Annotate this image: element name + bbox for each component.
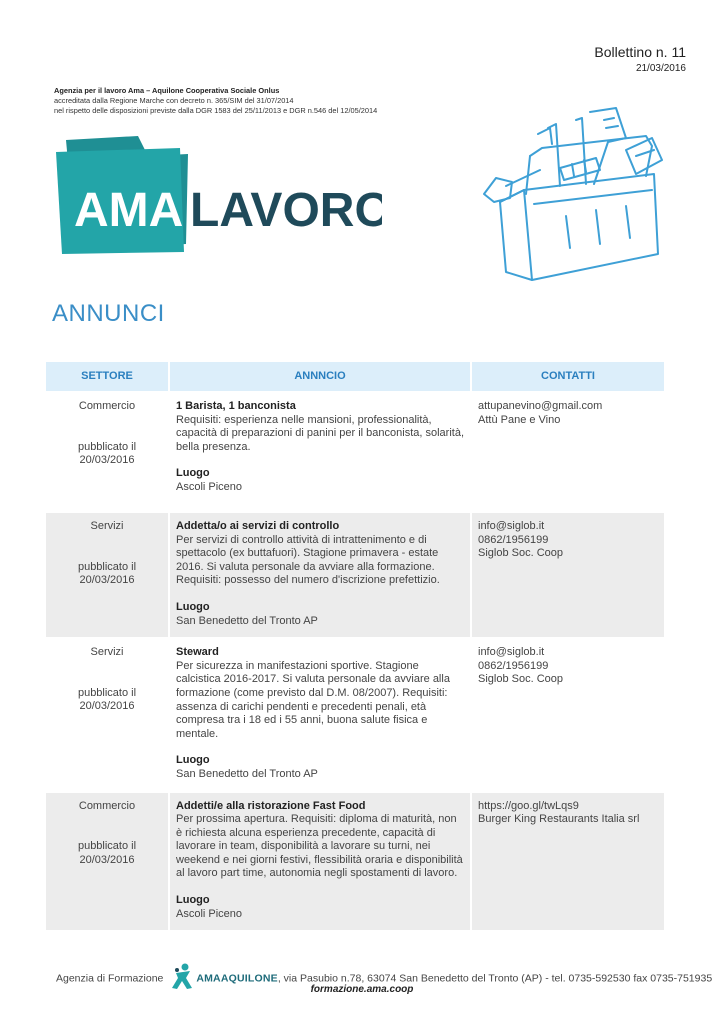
location-label: Luogo [176, 894, 210, 907]
published-date: pubblicato il 20/03/2016 [77, 440, 137, 467]
bulletin-number: Bollettino n. 11 [594, 44, 686, 60]
table-row [46, 513, 664, 637]
contacts-cell [472, 513, 664, 637]
ad-description: Per servizi di controllo attività di intrattenimento e di spettacolo (ex buttafuori). Stagione primavera - estate 2016. Si valuta personale da avviare alla formazione. Requisiti: possesso del numero d'iscrizione prefettizio. [176, 533, 440, 587]
location-value: San Benedetto del Tronto AP [176, 614, 318, 627]
agency-info [54, 86, 377, 116]
sector-name: Servizi [90, 520, 124, 532]
sector-cell [46, 513, 168, 637]
location-label: Luogo [176, 467, 210, 480]
table-row [46, 393, 664, 511]
contacts-cell [472, 793, 664, 931]
sector-cell [46, 793, 168, 931]
contact-email[interactable]: info@siglob.it [478, 520, 545, 532]
job-listings-table [44, 360, 666, 932]
agency-name: Agenzia per il lavoro Ama – Aquilone Cooperativa Sociale Onlus [54, 86, 280, 95]
location-label: Luogo [176, 754, 210, 767]
ad-cell [170, 639, 470, 790]
contact-company: Siglob Soc. Coop [478, 673, 563, 686]
contact-company: Attù Pane e Vino [478, 413, 561, 426]
sector-cell [46, 639, 168, 790]
footer-website[interactable]: formazione.ama.coop [310, 984, 414, 995]
location-value: Ascoli Piceno [176, 480, 243, 493]
toolbox-illustration [476, 98, 676, 293]
ad-title: 1 Barista, 1 banconista [176, 400, 296, 412]
contact-company: Siglob Soc. Coop [478, 547, 563, 560]
table-row [46, 639, 664, 790]
agency-regulation: nel rispetto delle disposizioni previste dalla DGR 1583 del 25/11/2013 e DGR n.546 del 12/05/2014 [54, 106, 378, 115]
ad-description: Per sicurezza in manifestazioni sportive. Stagione calcistica 2016-2017. Si valuta personale da avviare alla formazione (come previsto dal D.M. 08/2007). Requisiti: assenza di carichi pendenti e precedenti penali, età compresa tra i 18 ed i 55 anni, buona salute fisica e mentale. [176, 659, 450, 740]
published-date: pubblicato il 20/03/2016 [77, 686, 137, 713]
published-date: pubblicato il 20/03/2016 [77, 560, 137, 587]
logo-word-lavoro: LAVORO [190, 184, 382, 237]
ad-title: Addetti/e alla ristorazione Fast Food [176, 799, 366, 812]
bulletin-header [594, 44, 686, 74]
table-row [46, 793, 664, 931]
ad-cell [170, 793, 470, 931]
ad-description: Per prossima apertura. Requisiti: diploma di maturità, non è richiesta alcuna esperienza precedente, capacità di lavorare in team, disponibilità a lavorare su turni, nei weekend e nei giorni festivi, flessibilità oraria e disponibilità al lavoro part time, autonomia negli spostamenti di lavoro. [176, 813, 463, 880]
bulletin-date: 21/03/2016 [635, 63, 686, 74]
contact-phone: 0862/1956199 [478, 533, 549, 546]
contact-phone: 0862/1956199 [478, 659, 549, 672]
ad-description: Requisiti: esperienza nelle mansioni, professionalità, capacità di preparazioni di panini per il banconista, solarità, bella presenza. [176, 413, 465, 453]
footer-prefix: Agenzia di Formazione [56, 972, 164, 985]
published-date: pubblicato il 20/03/2016 [77, 840, 137, 866]
section-title: ANNUNCI [52, 300, 165, 327]
contact-link[interactable]: https://goo.gl/twLqs9 [478, 799, 579, 812]
contact-email[interactable]: attupanevino@gmail.com [478, 400, 603, 412]
table-header-row [46, 362, 664, 391]
sector-name: Servizi [90, 646, 124, 659]
contacts-cell [472, 393, 664, 511]
logo-word-ama: AMA [74, 184, 184, 237]
ad-title: Addetta/o ai servizi di controllo [176, 520, 340, 532]
ad-cell [170, 393, 470, 511]
header-ad: ANNNCIO [170, 362, 470, 391]
ama-lavoro-logo [52, 134, 382, 261]
ad-title: Steward [176, 646, 219, 659]
contacts-cell [472, 639, 664, 790]
footer-brand: AMAAQUILONE [196, 972, 278, 985]
location-label: Luogo [176, 600, 210, 613]
location-value: Ascoli Piceno [176, 907, 243, 920]
header-contacts: CONTATTI [472, 362, 664, 391]
contact-company: Burger King Restaurants Italia srl [478, 813, 640, 826]
contact-email[interactable]: info@siglob.it [478, 646, 545, 659]
agency-accreditation: accreditata dalla Regione Marche con decreto n. 365/SIM del 31/07/2014 [54, 96, 294, 105]
footer-address: , via Pasubio n.78, 63074 San Benedetto del Tronto (AP) - tel. 0735-592530 fax 0735-751935 [277, 972, 713, 985]
ad-cell [170, 513, 470, 637]
location-value: San Benedetto del Tronto AP [176, 767, 318, 780]
sector-name: Commercio [78, 799, 136, 812]
sector-name: Commercio [78, 400, 136, 412]
sector-cell [46, 393, 168, 511]
header-sector: SETTORE [46, 362, 168, 391]
